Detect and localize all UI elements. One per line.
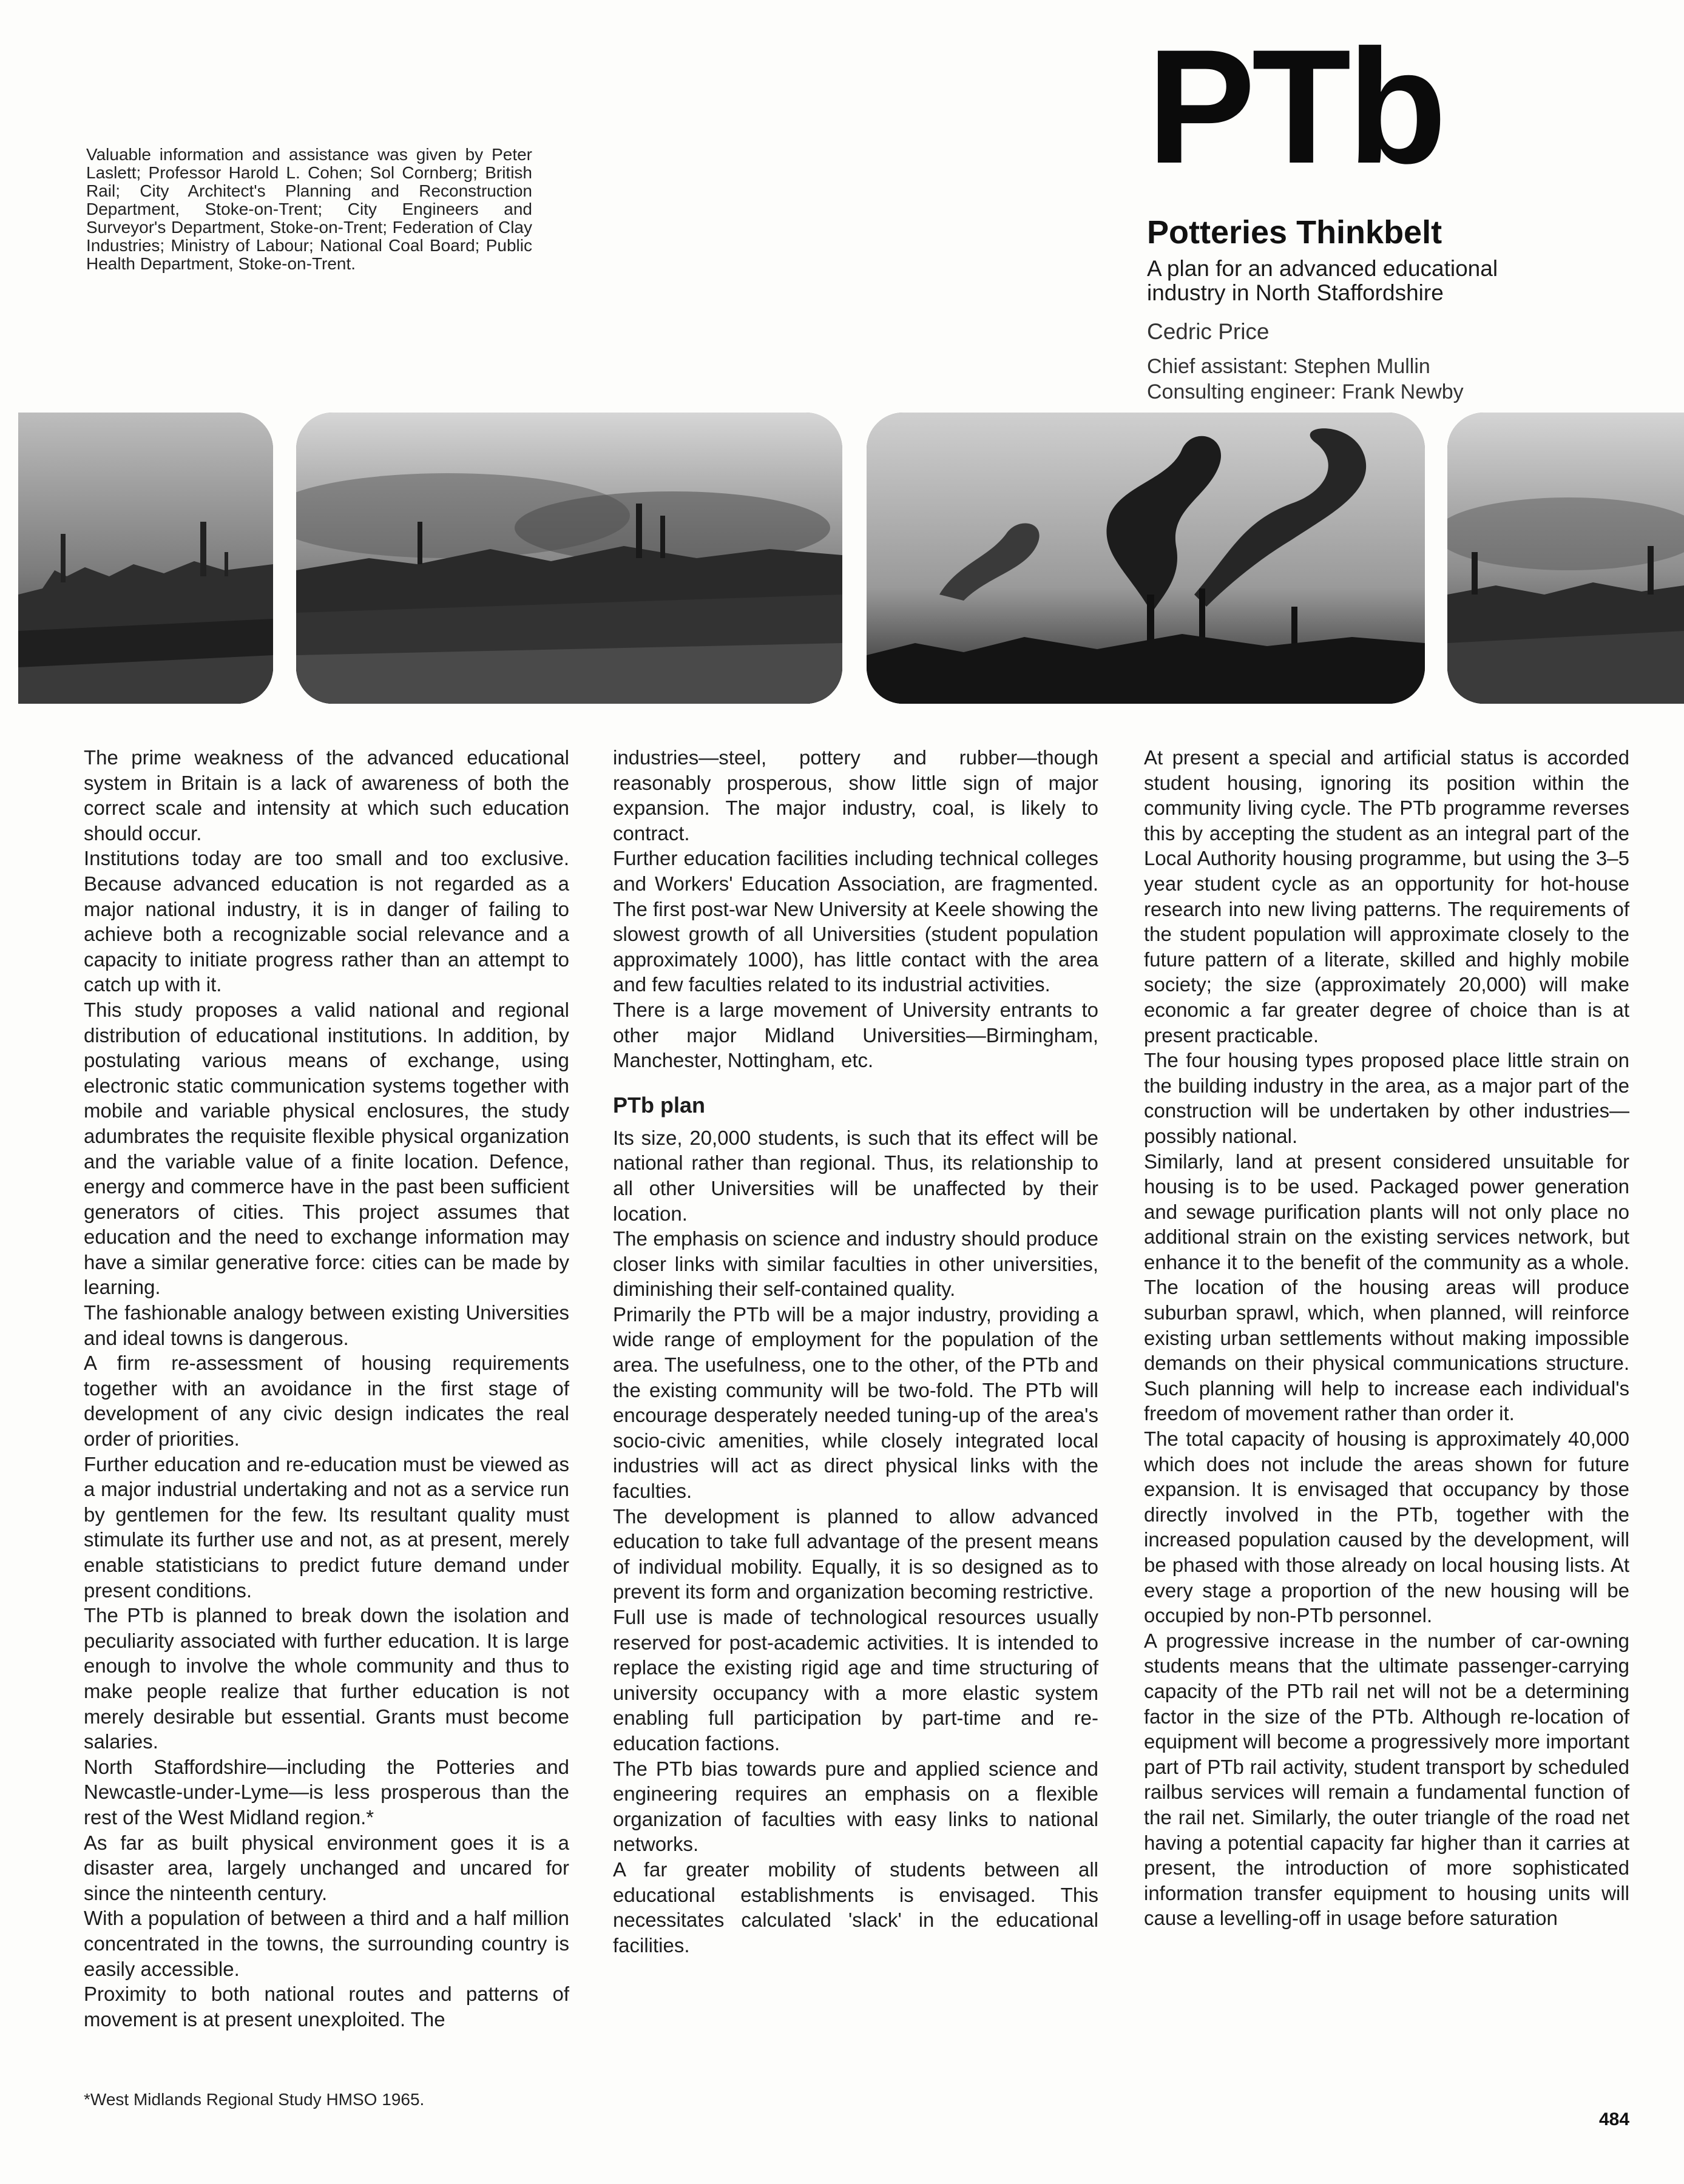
paragraph: Similarly, land at present considered unsuitable for housing is to be used. Packaged power generation and sewage purification plants will not only place no additional strain on the existing services network, but enhance it to the benefit of the community as a whole. The location of the housing areas will produce suburban sprawl, which, when planned, will reinforce existing urban settlements without making impossible demands on their physical communications structure. Such planning will help to increase each individual's freedom of movement rather than order it. (1144, 1150, 1629, 1425)
paragraph: North Staffordshire—including the Potteries and Newcastle-under-Lyme—is less prosperous than the rest of the West Midland region.* (84, 1755, 569, 1828)
text-column-2 (613, 745, 1098, 1958)
page-number: 484 (1599, 2109, 1630, 2129)
masthead (1147, 15, 1632, 405)
section-heading: PTb plan (613, 1092, 705, 1117)
paragraph: The prime weakness of the advanced educational system in Britain is a lack of awareness of both the correct scale and intensity at which such education should occur. (84, 746, 569, 844)
paragraph: The four housing types proposed place little strain on the building industry in the area, as a major part of the construction will be undertaken by other industries—possibly national. (1144, 1049, 1629, 1147)
paragraph: Its size, 20,000 students, is such that its effect will be national rather than regional. Thus, its relationship to all other Universities will be unaffected by their location. (613, 1126, 1098, 1225)
paragraph: The total capacity of housing is approximately 40,000 which does not include the areas shown for future expansion. It is envisaged that occupancy by those directly involved in the PTb, together with the increased population caused by the development, will be phased with those already on local housing lists. At every stage a proportion of the new housing will be occupied by non-PTb personnel. (1144, 1427, 1629, 1627)
chief-assistant: Chief assistant: Stephen Mullin (1147, 355, 1430, 378)
paragraph: Institutions today are too small and too exclusive. Because advanced education is not regarded as a major national industry, it is in danger of failing to achieve both a recognizable social relevance and a capacity to initiate progress rather than an attempt to catch up with it. (84, 847, 569, 996)
subtitle-line: industry in North Staffordshire (1147, 280, 1444, 305)
paragraph: At present a special and artificial status is accorded student housing, ignoring its position within the community living cycle. The PTb programme reverses this by accepting the student as an integral part of the Local Authority housing programme, but using the 3–5 year student cycle as an opportunity for hot-house research into new living patterns. The requirements of the student population will approximate closely to the future pattern of a literate, skilled and highly mobile society; the size (approximately 20,000) will make economic a far greater degree of choice than is at present practicable. (1144, 746, 1629, 1046)
paragraph: Further education facilities including technical colleges and Workers' Education Association, are fragmented. The first post-war New University at Keele showing the slowest growth of all Universities (student population approximately 1000), has little contact with the area and few faculties related to its industrial activities. (613, 847, 1098, 996)
article-title: Potteries Thinkbelt (1147, 214, 1442, 251)
industrial-skyline-photo (1447, 413, 1684, 704)
paragraph: As far as built physical environment goes it is a disaster area, largely unchanged and uncared for since the ninteenth century. (84, 1831, 569, 1904)
paragraph: With a population of between a third and a half million concentrated in the towns, the surrounding country is easily accessible. (84, 1907, 569, 1980)
paragraph: The development is planned to allow advanced education to take full advantage of the present means of individual mobility. Equally, it is so designed as to prevent its form and organization becoming restrictive. (613, 1505, 1098, 1603)
consulting-engineer: Consulting engineer: Frank Newby (1147, 380, 1464, 403)
paragraph: This study proposes a valid national and regional distribution of educational institutions. In addition, by postulating various means of exchange, using electronic static communication systems together with mobile and variable physical enclosures, the study adumbrates the requisite flexible physical organization and the variable value of a finite location. Defence, energy and commerce have in the past been sufficient generators of cities. This project assumes that education and the need to exchange information may have a similar generative force: cities can be made by learning. (84, 998, 569, 1299)
paragraph: Proximity to both national routes and patterns of movement is at present unexploited. The (84, 1983, 569, 2031)
paragraph: The emphasis on science and industry should produce closer links with similar faculties in other universities, diminishing their self-contained quality. (613, 1227, 1098, 1301)
paragraph: Primarily the PTb will be a major industry, providing a wide range of employment for the population of the area. The usefulness, one to the other, of the PTb and the existing community will be two-fold. The PTb will encourage desperately needed tuning-up of the area's socio-civic amenities, while closely integrated local industries will act as direct physical links with the faculties. (613, 1303, 1098, 1503)
paragraph: Full use is made of technological resources usually reserved for post-academic activities. It is intended to replace the existing rigid age and time structuring of university occupancy with a more elastic system enabling full participation by part-time and re-education factions. (613, 1606, 1098, 1754)
acknowledgements: Valuable information and assistance was given by Peter Laslett; Professor Harold L. Cohen; Sol Cornberg; British Rail; City Architect's Planning and Reconstruction Department, Stoke-on-Trent; City Engineers and Surveyor's Department, Stoke-on-Trent; Federation of Clay Industries; Ministry of Labour; National Coal Board; Public Health Department, Stoke-on-Trent. (86, 145, 532, 273)
industrial-skyline-photo (296, 413, 842, 704)
text-column-3 (1144, 745, 1629, 1931)
paragraph: The PTb is planned to break down the isolation and peculiarity associated with further education. It is large enough to involve the whole community and thus to make people realize that further education is not merely desirable but essential. Grants must become salaries. (84, 1604, 569, 1753)
paragraph: The fashionable analogy between existing Universities and ideal towns is dangerous. (84, 1301, 569, 1349)
paragraph: A far greater mobility of students between all educational establishments is envisaged. This necessitates calculated 'slack' in the educational facilities. (613, 1858, 1098, 1956)
footnote: *West Midlands Regional Study HMSO 1965. (84, 2090, 425, 2109)
photo-strip (0, 413, 1684, 716)
contributors (1147, 354, 1632, 405)
subtitle-line: A plan for an advanced educational (1147, 256, 1498, 281)
smoking-chimneys-photo (867, 413, 1425, 704)
ptb-logo: PTb (1147, 15, 1444, 197)
paragraph: The PTb bias towards pure and applied science and engineering requires an emphasis on a flexible organization of faculties with easy links to national networks. (613, 1757, 1098, 1856)
industrial-skyline-photo (18, 413, 273, 704)
paragraph: A progressive increase in the number of car-owning students means that the ultimate passenger-carrying capacity of the PTb rail net will not be a determining factor in the size of the PTb. Although re-location of equipment will become a progressively more important part of PTb rail activity, student transport by scheduled railbus services will remain a fundamental function of the rail net. Similarly, the outer triangle of the road net having a potential capacity far higher than it carries at present, the introduction of more sophisticated information transfer equipment to housing units will cause a levelling-off in usage before saturation (1144, 1629, 1629, 1930)
text-column-1 (84, 745, 569, 2032)
paragraph: industries—steel, pottery and rubber—though reasonably prosperous, show little sign of major expansion. The major industry, coal, is likely to contract. (613, 746, 1098, 844)
article-subtitle (1147, 257, 1632, 305)
paragraph: There is a large movement of University entrants to other major Midland Universities—Birmingham, Manchester, Nottingham, etc. (613, 998, 1098, 1072)
author-name: Cedric Price (1147, 319, 1270, 344)
paragraph: Further education and re-education must be viewed as a major industrial undertaking and not as a service run by gentlemen for the few. Its resultant quality must stimulate its further use and not, as at present, merely enable statisticians to predict future demand under present conditions. (84, 1452, 569, 1602)
paragraph: A firm re-assessment of housing requirements together with an avoidance in the first stage of development of any civic design indicates the real order of priorities. (84, 1352, 569, 1451)
